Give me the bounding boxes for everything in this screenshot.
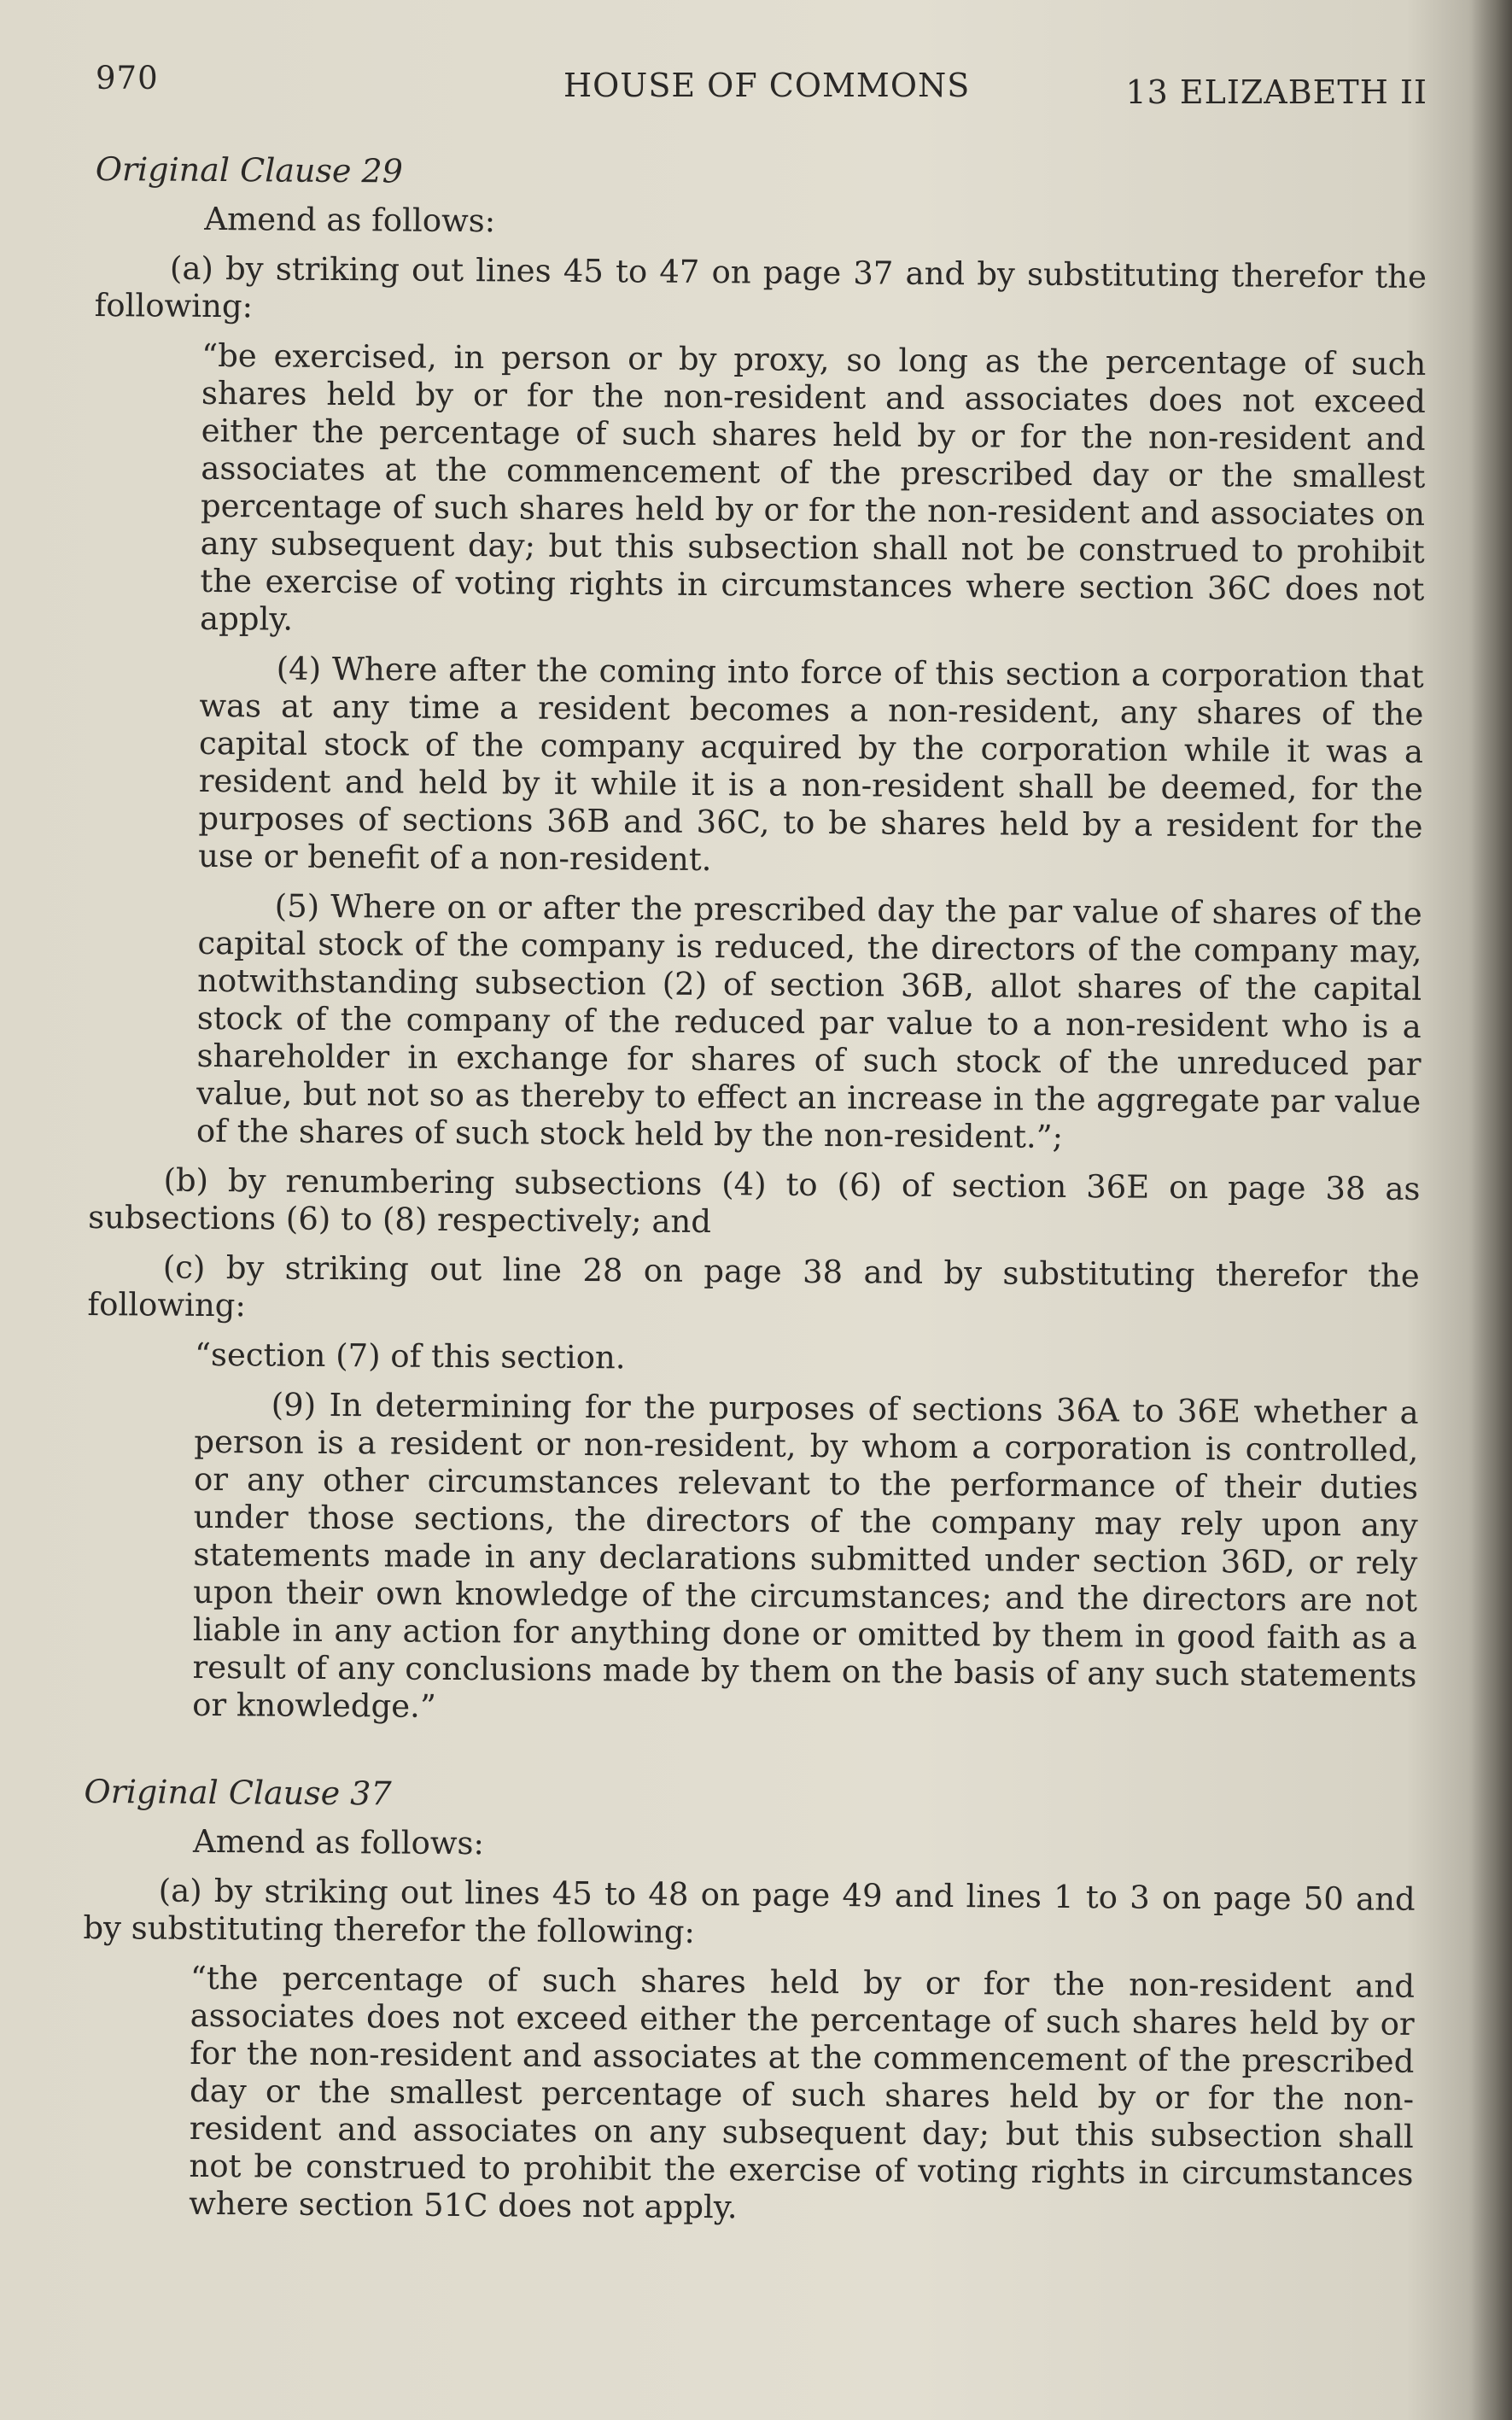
page-number: 970 xyxy=(96,60,159,96)
clause-37-amend: Amend as follows: xyxy=(192,1822,485,1862)
clause-37-item-a: (a) by striking out lines 45 to 48 on page 49 and lines 1 to 3 on page 50 and by substituting therefor the following: xyxy=(83,1872,1416,1950)
clause-29-subsection-9: (9) In determining for the purposes of sections 36A to 36E whether a person is a resident or non-resident, by whom a corporation is controlled, or any other circumstances relevant to the performance of their duties under those sections, the directors of the company may rely upon any statements made in any declarations submitted under section 36D, or rely upon their own knowledge of the circumstances; and the directors are not liable in any action for anything done or omitted by them in good faith as a result of any conclusions made by them on the basis of any such statements or knowledge.” xyxy=(192,1386,1419,1725)
clause-29-quote-1: “be exercised, in person or by proxy, so long as the percentage of such shares held by or for the non-resident and associates does not exceed either the percentage of such shares held by or for the non-resident and associates at the commencement of the prescribed day or the smallest percentage of such shares held by or for the non-resident and associates on any subsequent day; but this subsection shall not be construed to prohibit the exercise of voting rights in circumstances where section 36C does not apply. xyxy=(199,336,1427,638)
clause-29-item-c: (c) by striking out line 28 on page 38 and by substituting therefor the following: xyxy=(87,1248,1420,1324)
clause-29-quote-2: “section (7) of this section. xyxy=(194,1336,626,1377)
regnal-year: 13 ELIZABETH II xyxy=(1125,73,1427,111)
running-title: HOUSE OF COMMONS xyxy=(563,67,971,104)
clause-37-quote: “the percentage of such shares held by or for the non-resident and associates does not exceed either the percentage of such shares held by or for the non-resident and associates at the commencement of the prescribed day or the smallest percentage of such shares held by or for the non-resident and associates on any subsequent day; but this subsection shall not be construed to prohibit the exercise of voting rights in circumstances where section 51C does not apply. xyxy=(189,1959,1416,2226)
clause-29-subsection-4: (4) Where after the coming into force of this section a corporation that was at any time a resident becomes a non-resident, any shares of the capital stock of the company acquired by the corporation while it was a resident and held by it while it is a non-resident shall be deemed, for the purposes of sections 36B and 36C, to be shares held by a resident for the use or benefit of a non-resident. xyxy=(198,650,1424,879)
document-body xyxy=(81,143,1427,2243)
clause-37-heading: Original Clause 37 xyxy=(84,1772,392,1813)
clause-29-amend: Amend as follows: xyxy=(204,200,496,240)
clause-29-item-a: (a) by striking out lines 45 to 47 on page 37 and by substituting therefor the following: xyxy=(94,249,1427,325)
page-edge-shadow xyxy=(1471,0,1512,2420)
clause-29-subsection-5: (5) Where on or after the prescribed day the par value of shares of the capital stock of the company is reduced, the directors of the company may, notwithstanding subsection (2) of section 36B, allot shares of the capital stock of the company of the reduced par value to a non-resident who is a shareholder in exchange for shares of such stock of the unreduced par value, but not so as thereby to effect an increase in the aggregate par value of the shares of such stock held by the non-resident.”; xyxy=(196,887,1422,1155)
page-header xyxy=(96,53,1427,111)
clause-29-item-b: (b) by renumbering subsections (4) to (6) of section 36E on page 38 as subsections (6) to (8) respectively; and xyxy=(88,1161,1421,1241)
clause-29-heading: Original Clause 29 xyxy=(95,149,404,190)
